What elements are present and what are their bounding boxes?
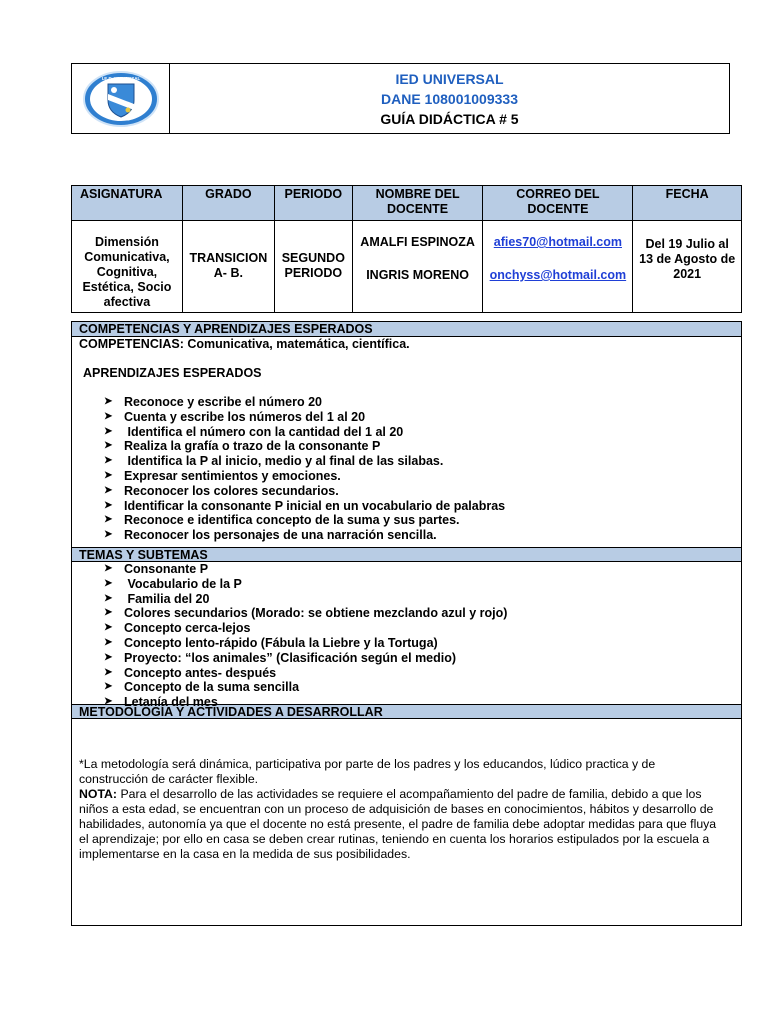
cell-correos xyxy=(483,221,633,313)
list-item: ➤ Reconoce y escribe el número 20 xyxy=(104,395,323,409)
info-table-row xyxy=(72,221,742,313)
arrow-bullet-icon: ➤ xyxy=(104,636,113,648)
list-item: ➤ Familia del 20 xyxy=(104,591,210,606)
competencias-line: COMPETENCIAS: Comunicativa, matemática, científica. xyxy=(79,337,410,351)
arrow-bullet-icon: ➤ xyxy=(104,440,113,452)
email-link-2[interactable]: onchyss@hotmail.com xyxy=(489,268,627,282)
list-item: ➤ Vocabulario de la P xyxy=(104,576,242,591)
arrow-bullet-icon: ➤ xyxy=(104,563,113,574)
list-item: ➤ Reconocer los personajes de una narración sencilla. xyxy=(104,528,437,543)
cell-grado: TRANSICION A- B. xyxy=(182,221,274,313)
email-link-1[interactable]: afies70@hotmail.com xyxy=(493,235,622,249)
arrow-bullet-icon: ➤ xyxy=(104,681,113,693)
info-table xyxy=(71,185,742,313)
list-item: ➤ Concepto de la suma sencilla xyxy=(104,680,300,695)
list-item: ➤ Colores secundarios (Morado: se obtiene mezclando azul y rojo) xyxy=(104,606,508,621)
arrow-bullet-icon: ➤ xyxy=(104,651,113,663)
aprendizajes-title: APRENDIZAJES ESPERADOS xyxy=(83,366,262,380)
cell-docentes xyxy=(352,221,483,313)
school-logo xyxy=(82,70,160,128)
dane-code: DANE 108001009333 xyxy=(381,90,518,107)
arrow-bullet-icon: ➤ xyxy=(104,396,113,407)
docente-2: INGRIS MORENO xyxy=(366,268,469,282)
guide-title: GUÍA DIDÁCTICA # 5 xyxy=(380,110,519,127)
list-item: ➤ Identifica el número con la cantidad del 1 al 20 xyxy=(104,424,404,439)
arrow-bullet-icon: ➤ xyxy=(104,410,113,422)
header-fecha: FECHA xyxy=(633,186,742,221)
metodologia-bar: METODOLOGÍA Y ACTIVIDADES A DESARROLLAR xyxy=(72,704,741,719)
arrow-bullet-icon: ➤ xyxy=(104,666,113,678)
arrow-bullet-icon: ➤ xyxy=(104,592,113,604)
list-item: ➤ Reconoce e identifica concepto de la suma y sus partes. xyxy=(104,513,460,528)
header-grado: GRADO xyxy=(182,186,274,221)
temas-bar: TEMAS Y SUBTEMAS xyxy=(72,547,741,562)
header-asignatura: ASIGNATURA xyxy=(72,186,183,221)
competencias-bar: COMPETENCIAS Y APRENDIZAJES ESPERADOS xyxy=(72,322,741,337)
aprendizajes-list xyxy=(72,395,741,543)
competencias-section xyxy=(72,322,741,547)
list-item: ➤ Concepto cerca-lejos xyxy=(104,621,251,636)
list-item: ➤ Realiza la grafía o trazo de la consonante P xyxy=(104,439,381,454)
metodologia-section xyxy=(72,704,741,862)
list-item: ➤ Cuenta y escribe los números del 1 al 20 xyxy=(104,409,366,424)
header-titles xyxy=(170,64,729,133)
list-item: ➤ Letanía del mes xyxy=(104,695,218,710)
arrow-bullet-icon: ➤ xyxy=(104,499,113,511)
nota-paragraph xyxy=(79,787,721,862)
list-item: ➤ Expresar sentimientos y emociones. xyxy=(104,468,341,483)
list-item: ➤ Identificar la consonante P inicial en un vocabulario de palabras xyxy=(104,498,506,513)
temas-section xyxy=(72,547,741,710)
arrow-bullet-icon: ➤ xyxy=(104,577,113,589)
info-table-header-row xyxy=(72,186,742,221)
arrow-bullet-icon: ➤ xyxy=(104,607,113,619)
arrow-bullet-icon: ➤ xyxy=(104,469,113,481)
arrow-bullet-icon: ➤ xyxy=(104,514,113,526)
arrow-bullet-icon: ➤ xyxy=(104,529,113,541)
logo-cell xyxy=(72,64,170,133)
metodologia-text xyxy=(72,719,741,862)
docente-1: AMALFI ESPINOZA xyxy=(360,235,475,249)
list-item: ➤ Identifica la P al inicio, medio y al final de las silabas. xyxy=(104,454,444,469)
arrow-bullet-icon: ➤ xyxy=(104,484,113,496)
arrow-bullet-icon: ➤ xyxy=(104,696,113,708)
list-item: ➤ Proyecto: “los animales” (Clasificación según el medio) xyxy=(104,650,457,665)
header-correo-docente: CORREO DEL DOCENTE xyxy=(483,186,633,221)
school-name: IED UNIVERSAL xyxy=(395,70,504,87)
cell-periodo: SEGUNDO PERIODO xyxy=(274,221,352,313)
list-item: ➤ Consonante P xyxy=(104,562,209,576)
arrow-bullet-icon: ➤ xyxy=(104,455,113,467)
list-item: ➤ Concepto lento-rápido (Fábula la Liebre y la Tortuga) xyxy=(104,635,438,650)
nota-label: NOTA: xyxy=(79,787,118,801)
temas-list xyxy=(72,562,741,710)
cell-asignatura: Dimensión Comunicativa, Cognitiva, Estética, Socio afectiva xyxy=(72,221,183,313)
arrow-bullet-icon: ➤ xyxy=(104,622,113,634)
nota-text: Para el desarrollo de las actividades se requiere el acompañamiento del padre de familia, debido a que los niños a esta edad, se encuentran con un proceso de adquisición de bases en conocimientos, hábitos y desarrollo de habilidades, autonomía ya que el docente no está presente, el padre de familia debe adoptar medidas para que fluya el aprendizaje; por ello en casa se deben crear rutinas, teniendo en cuenta los horarios estipulados por la escuela a implementarse en la casa en la medida de sus posibilidades. xyxy=(79,787,717,861)
cell-fecha: Del 19 Julio al 13 de Agosto de 2021 xyxy=(633,221,742,313)
content-box xyxy=(71,321,742,926)
header-periodo: PERIODO xyxy=(274,186,352,221)
logo-lettering: I.E.D. UNIVERSAL xyxy=(101,75,140,81)
list-item: ➤ Reconocer los colores secundarios. xyxy=(104,483,339,498)
document-header xyxy=(71,63,730,134)
list-item: ➤ Concepto antes- después xyxy=(104,665,277,680)
arrow-bullet-icon: ➤ xyxy=(104,425,113,437)
metodologia-paragraph: *La metodología será dinámica, participativa por parte de los padres y los educandos, lúdico practica y de construcción de carácter flexible. xyxy=(79,757,656,786)
header-nombre-docente: NOMBRE DEL DOCENTE xyxy=(352,186,483,221)
